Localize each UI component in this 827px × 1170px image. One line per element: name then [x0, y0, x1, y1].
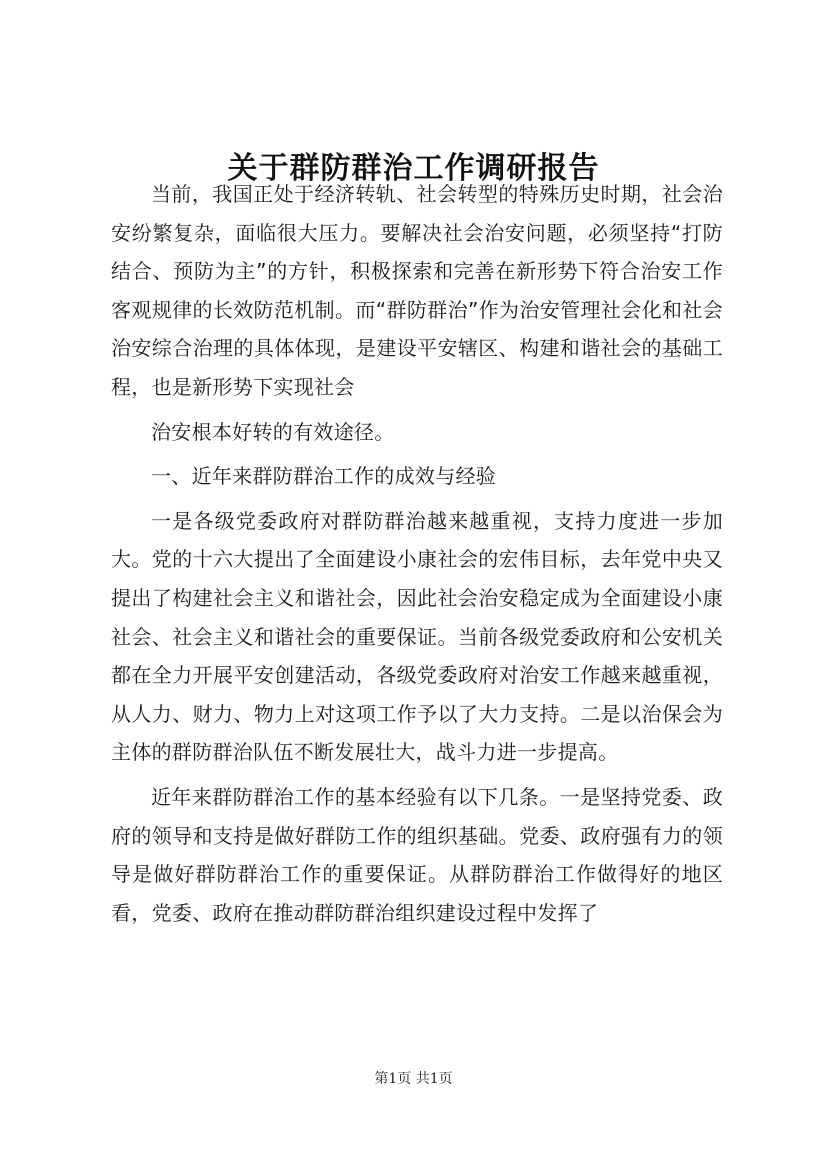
page-number: 第1页 共1页 — [374, 1071, 453, 1087]
paragraph-experience: 近年来群防群治工作的基本经验有以下几条。一是坚持党委、政府的领导和支持是做好群防工作的组织基础。党委、政府强有力的领导是做好群防群治工作的重要保证。从群防群治工作做得好的地区看，党委、政府在推动群防群治组织建设过程中发挥了 — [111, 784, 723, 925]
document-body — [111, 175, 723, 932]
paragraph-intro-continued: 治安根本好转的有效途径。 — [151, 419, 395, 444]
section-heading: 一、近年来群防群治工作的成效与经验 — [151, 464, 497, 489]
document-title: 关于群防群治工作调研报告 — [227, 151, 600, 186]
paragraph-intro: 当前，我国正处于经济转轨、社会转型的特殊历史时期，社会治安纷繁复杂，面临很大压力。要解决社会治安问题，必须坚持“打防结合、预防为主”的方针，积极探索和完善在新形势下符合治安工作客观规律的长效防范机制。而“群防群治”作为治安管理社会化和社会治安综合治理的具体体现，是建设平安辖区、构建和谐社会的基础工程，也是新形势下实现社会 — [111, 182, 723, 399]
paragraph-achievements: 一是各级党委政府对群防群治越来越重视，支持力度进一步加大。党的十六大提出了全面建设小康社会的宏伟目标，去年党中央又提出了构建社会主义和谐社会，因此社会治安稳定成为全面建设小康社会、社会主义和谐社会的重要保证。当前各级党委政府和公安机关都在全力开展平安创建活动，各级党委政府对治安工作越来越重视，从人力、财力、物力上对这项工作予以了大力支持。二是以治保会为主体的群防群治队伍不断发展壮大，战斗力进一步提高。 — [111, 508, 723, 765]
